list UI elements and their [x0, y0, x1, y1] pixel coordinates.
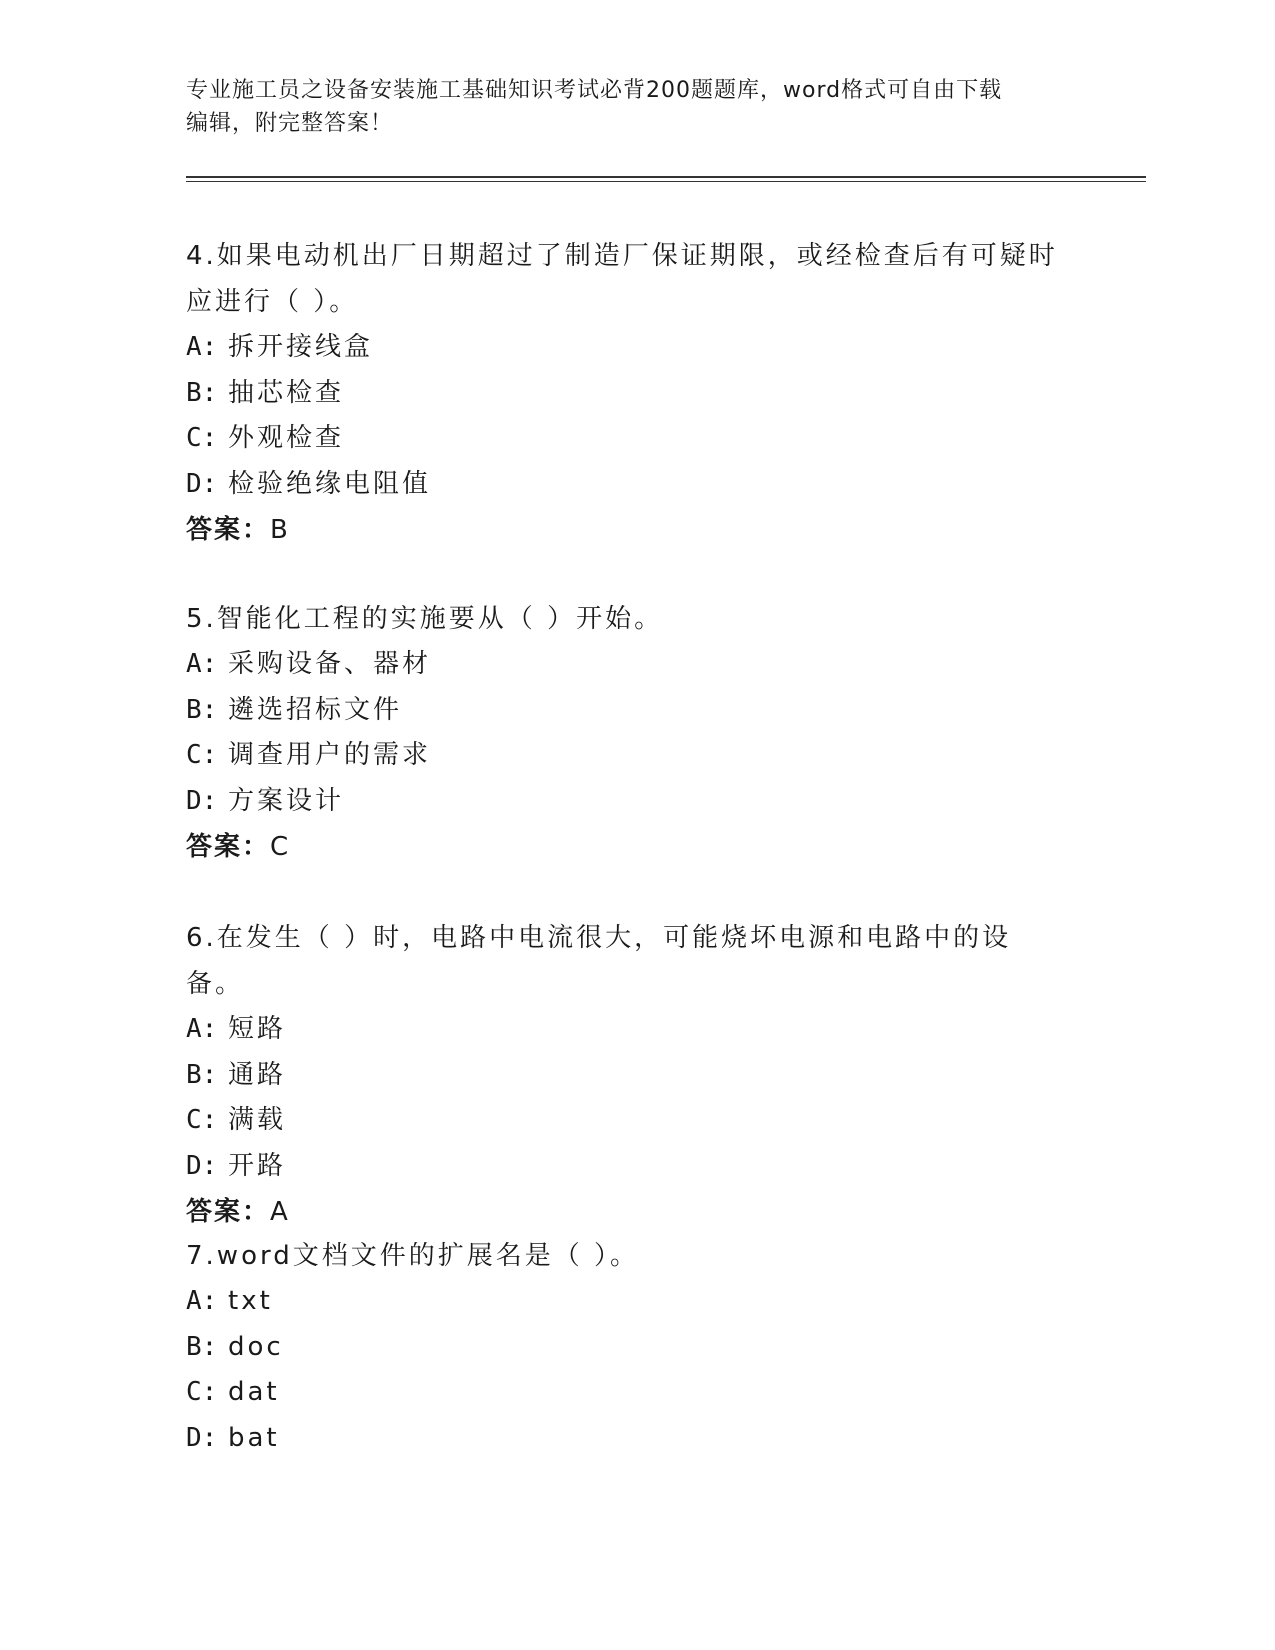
- option-text: 外观检查: [228, 423, 345, 453]
- option-d: [186, 1416, 1066, 1462]
- option-d: [186, 1144, 1066, 1190]
- option-text: doc: [228, 1331, 284, 1362]
- option-text: bat: [228, 1422, 280, 1453]
- header-line-1: 专业施工员之设备安装施工基础知识考试必背200题题库，word格式可自由下载: [186, 78, 1003, 103]
- question-stem-continued: 应进行（ ）。: [186, 287, 359, 317]
- answer-line: [186, 824, 1066, 870]
- option-letter: C:: [186, 423, 218, 453]
- option-text: 抽芯检查: [228, 377, 345, 408]
- answer-label: 答案：: [186, 515, 271, 545]
- question-stem: 6.在发生（ ）时，电路中电流很大，可能烧坏电源和电路中的设备。: [186, 923, 1012, 999]
- option-c: [186, 733, 1066, 779]
- option-b: [186, 371, 1066, 417]
- option-b: [186, 1325, 1066, 1371]
- answer-value: C: [270, 832, 291, 862]
- header-divider: [186, 176, 1146, 182]
- option-d: [186, 779, 1066, 825]
- option-letter: B:: [186, 377, 218, 408]
- option-c: [186, 1370, 1066, 1416]
- option-text: 开路: [228, 1150, 287, 1181]
- answer-value: B: [270, 515, 290, 545]
- option-letter: A:: [186, 649, 218, 679]
- option-text: 满载: [228, 1105, 287, 1135]
- option-letter: C:: [186, 1377, 218, 1407]
- option-letter: B:: [186, 1331, 218, 1362]
- question-7: [186, 1233, 1066, 1461]
- option-letter: D:: [186, 1422, 218, 1453]
- question-6: [186, 915, 1066, 1235]
- option-letter: D:: [186, 468, 218, 499]
- question-4: [186, 233, 1066, 553]
- option-c: [186, 1098, 1066, 1144]
- option-letter: A:: [186, 1286, 218, 1316]
- option-text: 检验绝缘电阻值: [228, 468, 432, 499]
- option-b: [186, 1053, 1066, 1099]
- option-text: 遴选招标文件: [228, 694, 403, 725]
- option-text: 采购设备、器材: [228, 649, 432, 679]
- option-c: [186, 416, 1066, 462]
- question-stem: 7.word文档文件的扩展名是（ ）。: [186, 1241, 639, 1271]
- option-text: 拆开接线盒: [228, 332, 374, 362]
- option-text: 短路: [228, 1014, 287, 1044]
- question-5: [186, 596, 1066, 870]
- option-letter: D:: [186, 785, 218, 816]
- header-line-2: 编辑，附完整答案！: [186, 111, 394, 136]
- document-header: [186, 74, 1066, 140]
- option-letter: B:: [186, 1059, 218, 1090]
- option-letter: A:: [186, 332, 218, 362]
- option-a: [186, 1007, 1066, 1053]
- option-text: txt: [228, 1286, 273, 1316]
- answer-line: [186, 1189, 1066, 1235]
- option-text: 调查用户的需求: [228, 740, 432, 770]
- answer-line: [186, 507, 1066, 553]
- option-text: dat: [228, 1377, 280, 1407]
- option-text: 方案设计: [228, 785, 345, 816]
- option-b: [186, 688, 1066, 734]
- option-d: [186, 462, 1066, 508]
- option-letter: B:: [186, 694, 218, 725]
- option-text: 通路: [228, 1059, 287, 1090]
- option-a: [186, 642, 1066, 688]
- answer-label: 答案：: [186, 1197, 271, 1227]
- answer-label: 答案：: [186, 832, 271, 862]
- answer-value: A: [270, 1197, 290, 1227]
- option-a: [186, 1279, 1066, 1325]
- option-letter: C:: [186, 740, 218, 770]
- option-letter: D:: [186, 1150, 218, 1181]
- option-a: [186, 325, 1066, 371]
- question-stem: 4.如果电动机出厂日期超过了制造厂保证期限，或经检查后有可疑时: [186, 241, 1058, 271]
- option-letter: C:: [186, 1105, 218, 1135]
- question-stem: 5.智能化工程的实施要从（ ）开始。: [186, 604, 664, 634]
- option-letter: A:: [186, 1014, 218, 1044]
